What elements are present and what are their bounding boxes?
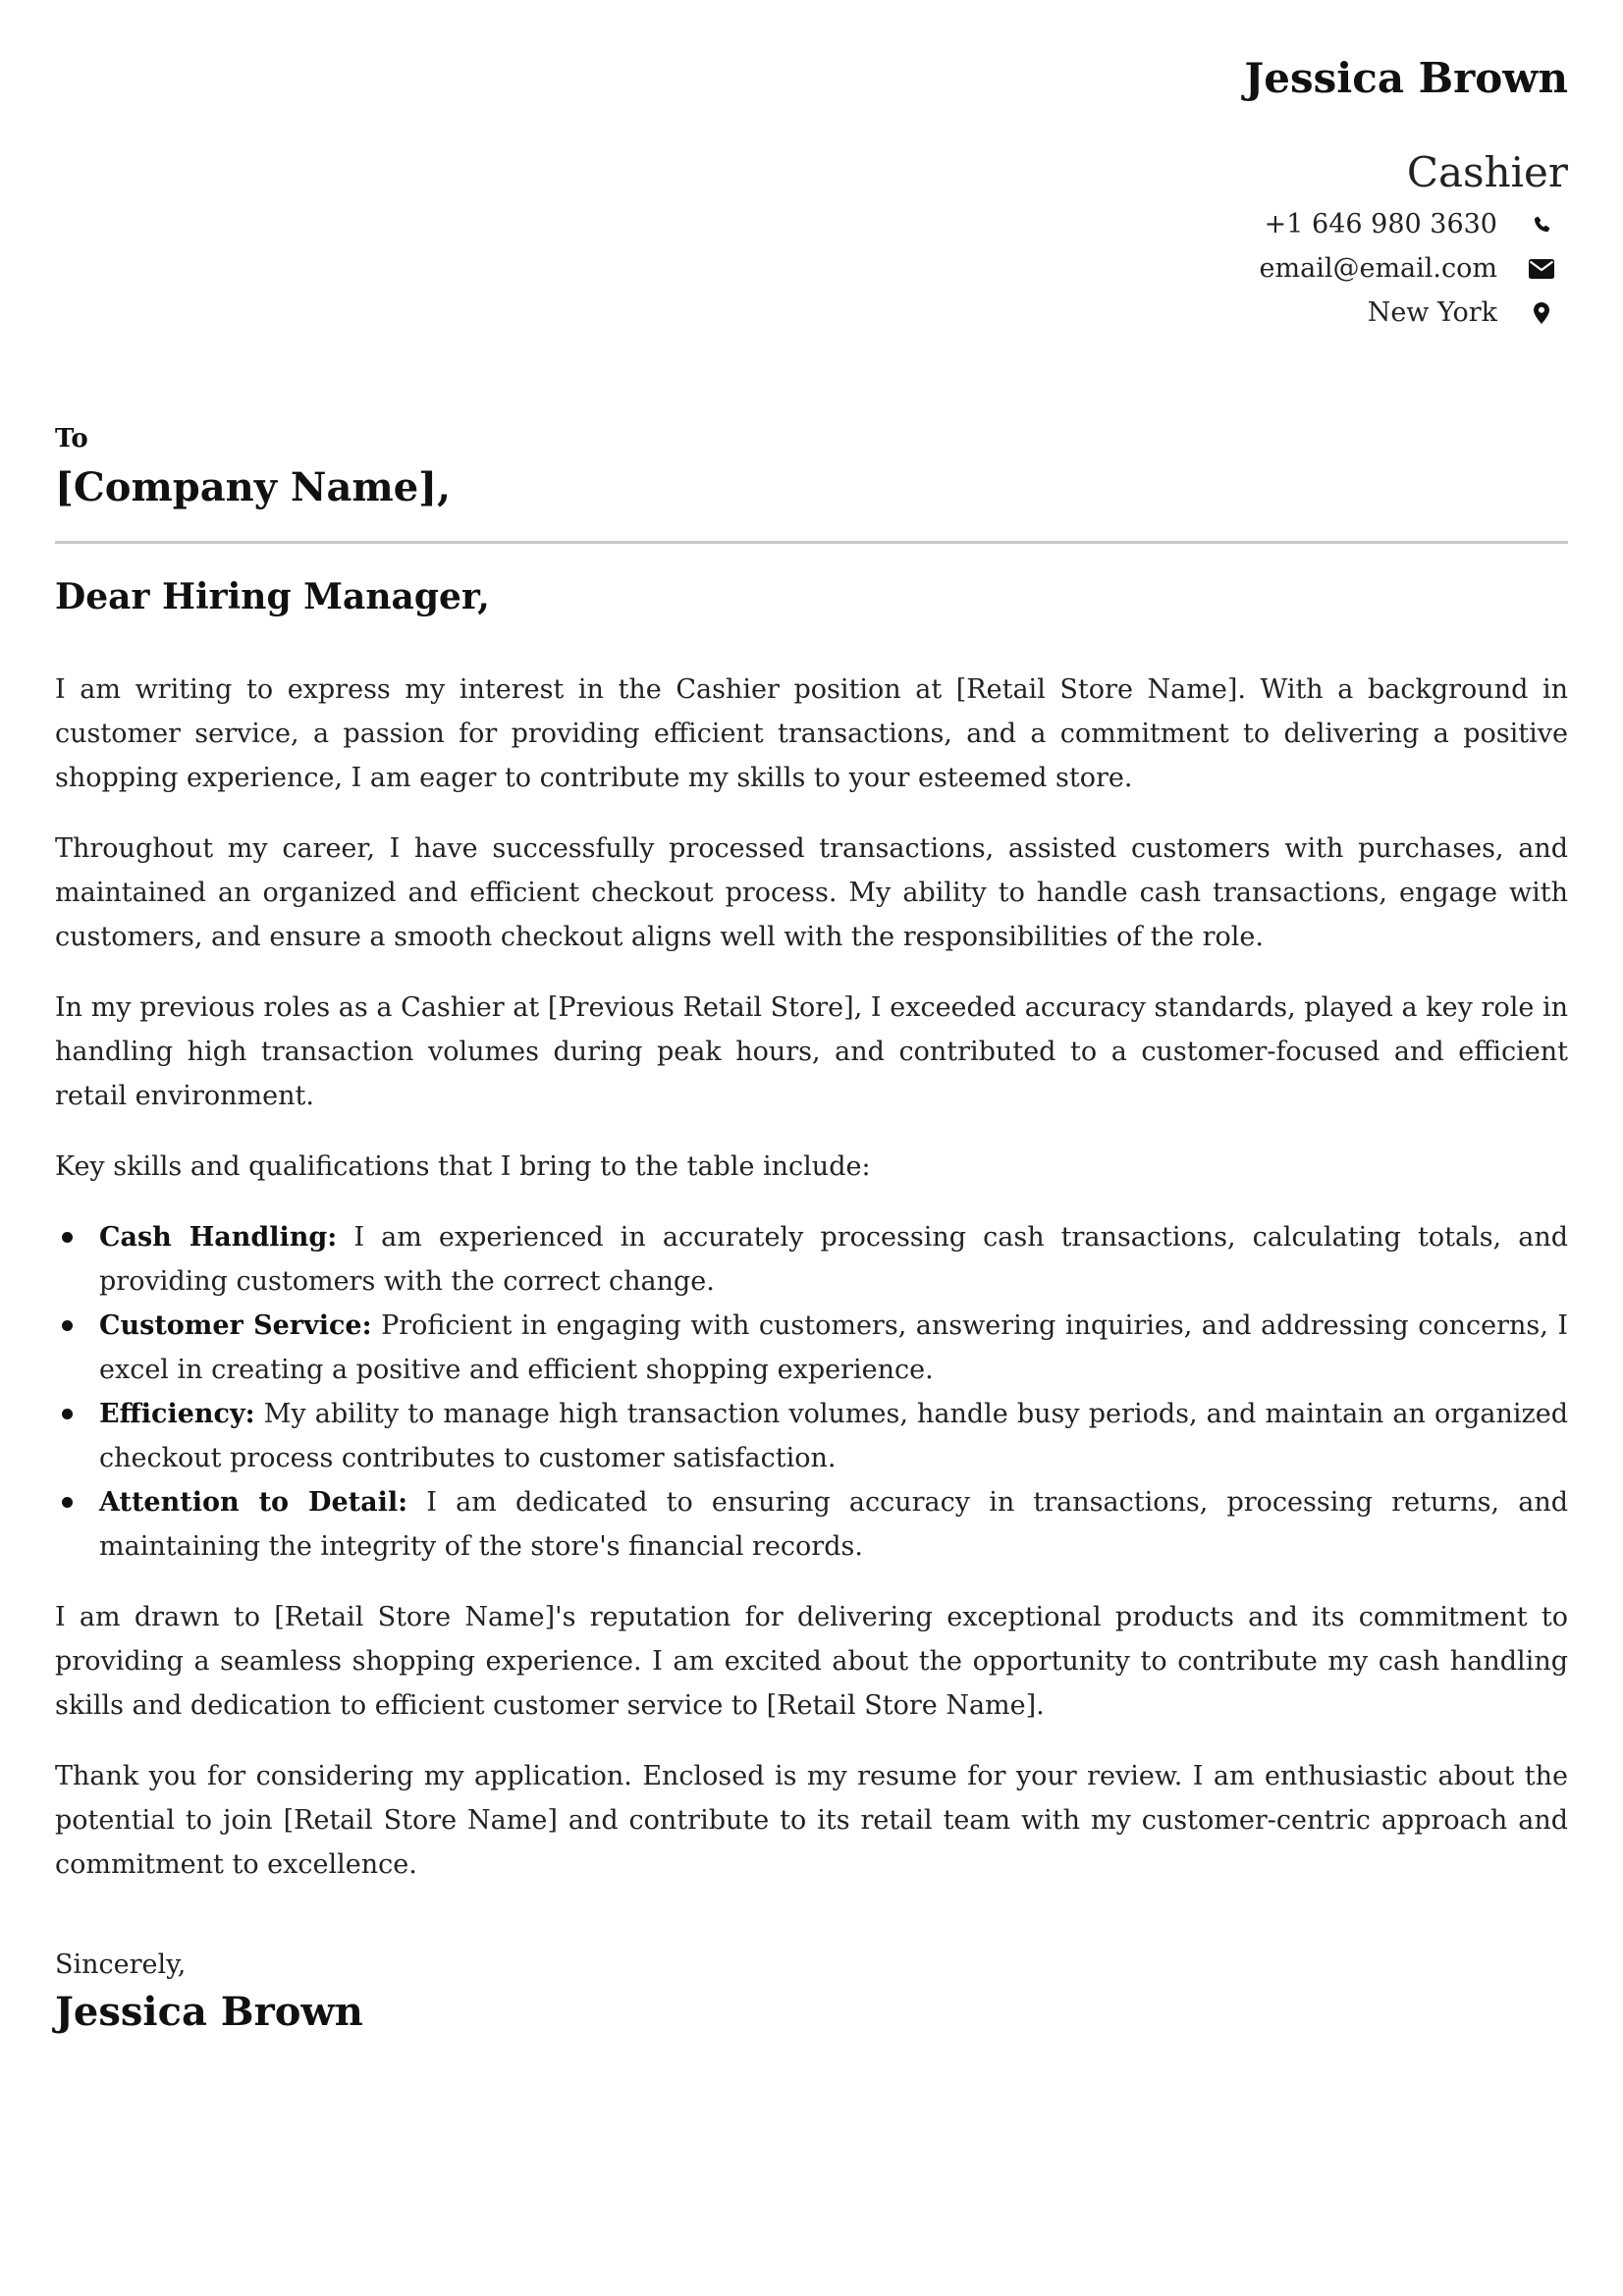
bullet-icon: [62, 1409, 73, 1419]
section-divider: [55, 541, 1568, 544]
sign-off: Sincerely,: [55, 1949, 187, 1980]
skill-description: I am dedicated to ensuring accuracy in transactions, processing returns, and maintaining the integrity of the store's financial records.: [99, 1487, 1568, 1562]
body-paragraph: Thank you for considering my application. Enclosed is my resume for your review. I am enthusiastic about the potential to join [Retail Store Name] and contribute to its retail team with my customer-centric approach and commitment to excellence.: [55, 1761, 1568, 1880]
skill-description: I am experienced in accurately processing cash transactions, calculating totals, and providing customers with the correct change.: [99, 1222, 1569, 1297]
phone-number: +1 646 980 3630: [1264, 209, 1497, 240]
letter-body: [55, 667, 1568, 1887]
body-paragraph: In my previous roles as a Cashier at [Previous Retail Store], I exceeded accuracy standards, played a key role in handling high transaction volumes during peak hours, and contributed to a customer-focused and efficient retail environment.: [55, 992, 1568, 1111]
skill-item: [55, 1304, 1568, 1392]
recipient-block: [55, 421, 1568, 513]
body-paragraph: Throughout my career, I have successfully processed transactions, assisted customers with purchases, and maintained an organized and efficient checkout process. My ability to handle cash transactions, engage with customers, and ensure a smooth checkout aligns well with the responsibilities of the role.: [55, 833, 1568, 952]
skill-item: [55, 1480, 1568, 1569]
signature-name: Jessica Brown: [55, 1989, 363, 2035]
sender-job-title: Cashier: [1406, 148, 1568, 196]
skill-title: Customer Service:: [99, 1310, 372, 1341]
sender-name: Jessica Brown: [1244, 54, 1568, 102]
bullet-icon: [62, 1497, 73, 1508]
bullet-icon: [62, 1320, 73, 1331]
salutation: Dear Hiring Manager,: [55, 576, 490, 617]
email-address: email@email.com: [1259, 253, 1497, 284]
bullet-icon: [62, 1232, 73, 1243]
skill-item: [55, 1392, 1568, 1480]
skill-item: [55, 1215, 1568, 1304]
contact-phone: [55, 202, 1568, 246]
letter-header: [55, 0, 1568, 335]
company-name: [Company Name],: [55, 464, 452, 510]
skill-title: Cash Handling:: [99, 1222, 338, 1253]
skill-description: My ability to manage high transaction volumes, handle busy periods, and maintain an organized checkout process contributes to customer satisfaction.: [99, 1399, 1568, 1473]
body-paragraph: I am drawn to [Retail Store Name]'s reputation for delivering exceptional products and its commitment to providing a seamless shopping experience. I am excited about the opportunity to contribute my cash handling skills and dedication to efficient customer service to [Retail Store Name].: [55, 1602, 1568, 1721]
phone-icon: [1527, 210, 1556, 240]
skills-intro: Key skills and qualifications that I bring to the table include:: [55, 1151, 871, 1182]
skill-description: Proficient in engaging with customers, answering inquiries, and addressing concerns, I excel in creating a positive and efficient shopping experience.: [99, 1310, 1569, 1385]
skills-list: [55, 1215, 1568, 1569]
contact-list: [55, 202, 1568, 335]
map-marker-icon: [1527, 298, 1556, 328]
contact-location: [55, 291, 1568, 335]
letter-closing: [55, 1946, 1568, 2038]
body-paragraph: I am writing to express my interest in the Cashier position at [Retail Store Name]. With a background in customer service, a passion for providing efficient transactions, and a commitment to delivering a positive shopping experience, I am eager to contribute my skills to your esteemed store.: [55, 674, 1568, 793]
to-label: To: [55, 424, 88, 454]
location-text: New York: [1367, 297, 1497, 328]
contact-email: [55, 246, 1568, 291]
envelope-icon: [1527, 254, 1556, 284]
skill-title: Efficiency:: [99, 1399, 255, 1429]
skill-title: Attention to Detail:: [99, 1487, 408, 1518]
